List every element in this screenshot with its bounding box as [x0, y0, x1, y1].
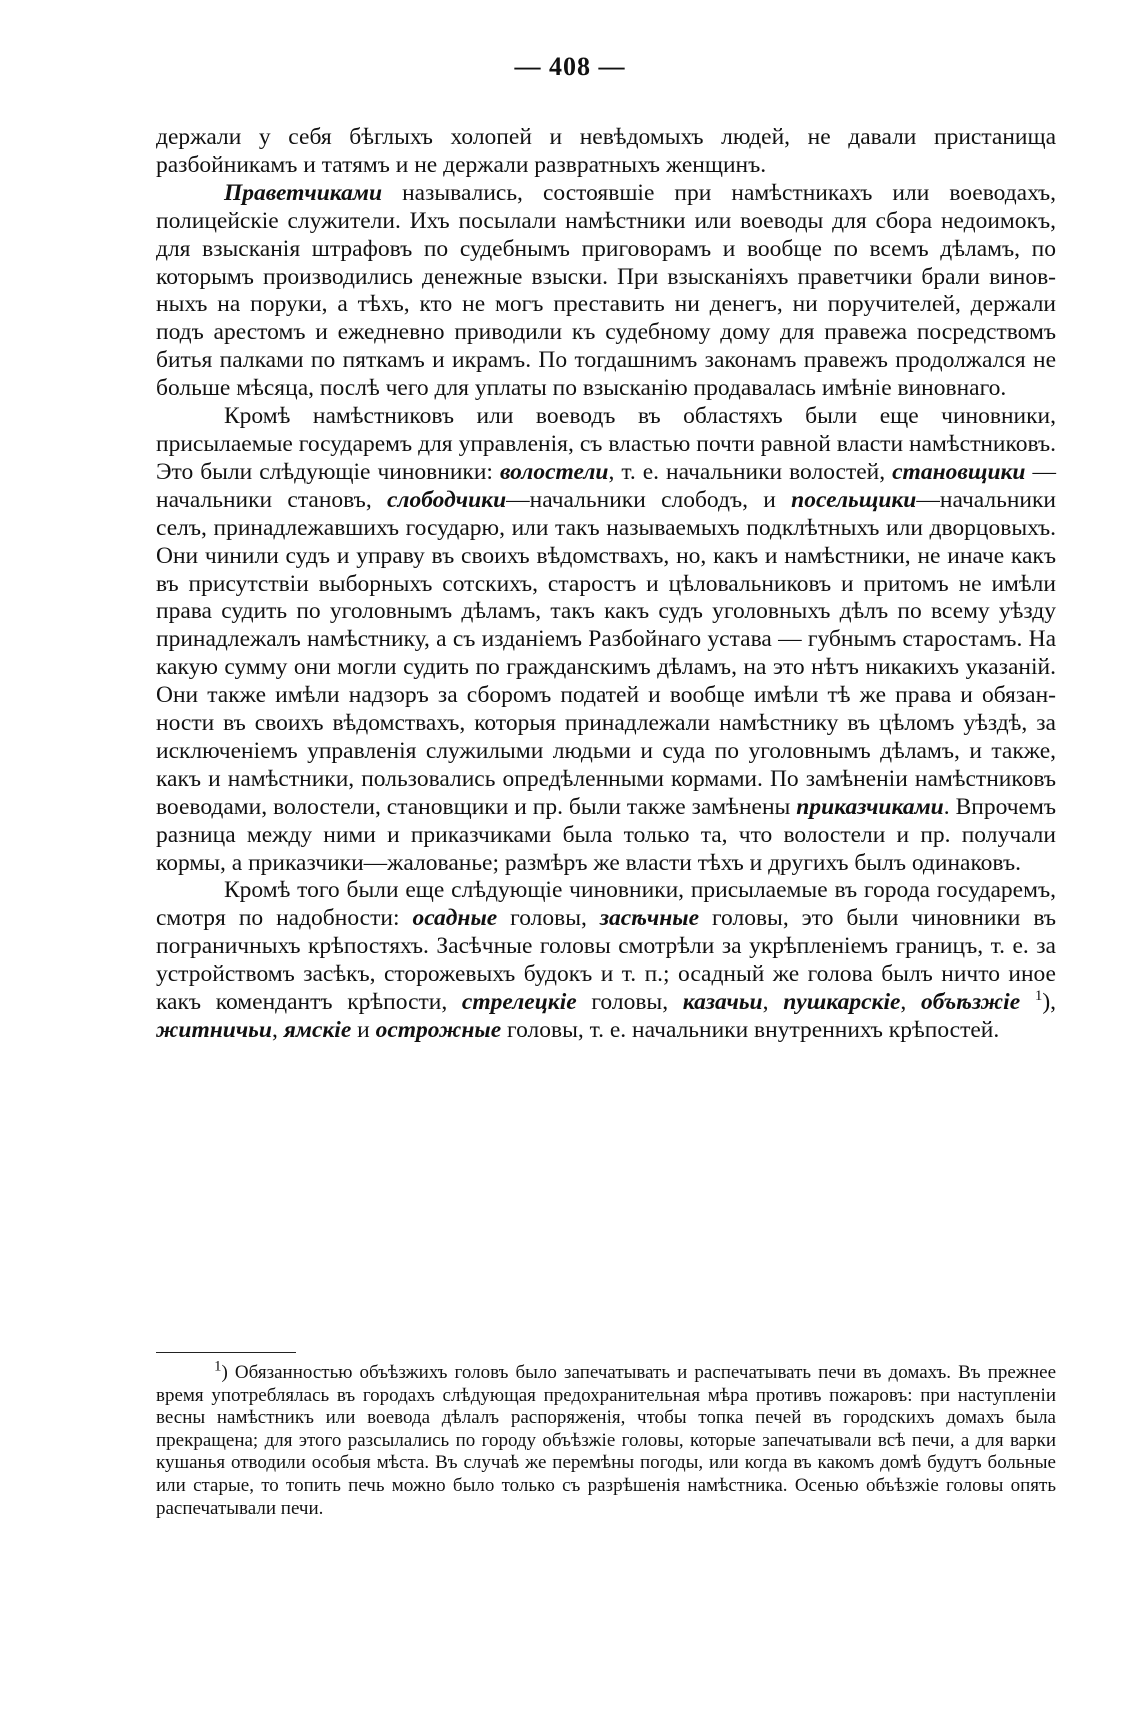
term-zasechnye: засѣчные: [599, 905, 700, 932]
paragraph-4-text-4: головы,: [576, 989, 683, 1016]
term-zhitnichi: житничьи: [156, 1017, 272, 1043]
term-slobodchiki: слободчики: [387, 486, 507, 513]
footnote-reference[interactable]: 1: [1034, 988, 1043, 1005]
paragraph-2: [156, 180, 1056, 403]
term-pushkarskie: пушкарскіе: [783, 989, 901, 1016]
paragraph-1: держали у себя бѣглыхъ холопей и невѣдомыхъ людей, не давали пристанища разбойникамъ и татямъ и не держали развратныхъ женщинъ.: [156, 124, 1056, 178]
paragraph-4-text-2: головы,: [497, 905, 600, 932]
footnote-mark: 1: [214, 1358, 222, 1375]
paragraph-4-text-10: головы, т. е. начальники внутреннихъ крѣпостей.: [501, 1017, 1000, 1043]
term-streletskie: стрелецкіе: [461, 989, 577, 1016]
paragraph-3-text-2: , т. е. начальники волостей,: [608, 458, 893, 485]
paragraph-3-text-6: . Впрочемъ разница между ними и приказчиками была только та, что волостели и пр. получали кормы, а приказчики—жалованье; размѣръ же власти тѣхъ и другихъ былъ одинаковъ.: [156, 793, 1056, 876]
footnote-divider: [156, 1352, 296, 1353]
paragraph-2-text: назывались, состоявшіе при намѣстникахъ или воеводахъ, полицейскіе служители. Ихъ посылали намѣстники или воеводы для сбора недоимокъ, для взысканія штрафовъ по судебнымъ приговорамъ и вообще по всемъ дѣламъ, по которымъ производились денежные взыски. При взысканіяхъ праветчики брали виновныхъ на поруки, а тѣхъ, кто не могъ преставить ни денегъ, ни поручителей, держали подъ арестомъ и ежедневно приводили къ судебному дому для правежа посредствомъ битья палками по пяткамъ и икрамъ. По тогдашнимъ законамъ правежъ продолжался не больше мѣсяца, послѣ чего для уплаты по взысканію продавалась имѣніе виновнаго.: [156, 179, 1056, 402]
paragraph-4-text-5: ,: [762, 989, 784, 1016]
term-yamskie: ямскіе: [283, 1017, 352, 1043]
footnote-text: ) Обязанностью объѣзжихъ головъ было запечатывать и распечатывать печи въ домахъ. Въ прежнее время употреблялась въ городахъ слѣдующая предохранительная мѣра противъ пожаровъ: при наступленіи весны намѣстникъ или воевода дѣлалъ распоряженія, чтобы топка печей въ городскихъ домахъ была прекращена; для этого разсылались по городу объѣзжіе головы, которые запечатывали всѣ печи, а для варки кушанья отводили особыя мѣста. Въ случаѣ же перемѣны погоды, или когда въ какомъ домѣ будутъ больные или старые, то топить печь можно было только съ разрѣшенія намѣстника. Осенью объѣзжіе головы опять распечатывали печи.: [156, 1362, 1056, 1519]
term-volosteli: волостели: [499, 458, 609, 485]
page-number: — 408 —: [514, 52, 626, 81]
paragraph-4: [156, 877, 1056, 1044]
paragraph-4-text-7: ),: [1042, 989, 1057, 1016]
paragraph-3-text-1: Кромѣ намѣстниковъ или воеводъ въ областяхъ были еще чиновники, присылаемые государемъ для управленія, съ властью почти равной власти намѣстниковъ. Это были слѣдующіе чиновники:: [156, 403, 1056, 485]
paragraph-4-text-6: ,: [900, 989, 921, 1016]
term-osadnye: осадные: [412, 905, 498, 932]
footnote: [156, 1358, 1056, 1520]
term-poselshchiki: посельщики: [791, 486, 917, 513]
paragraph-4-text-8: ,: [272, 1017, 284, 1043]
paragraph-4-text-1: Кромѣ того были еще слѣдующіе чиновники, присылаемые въ города государемъ, смотря по надобности:: [156, 877, 1056, 932]
paragraph-3-text-3: — начальники становъ,: [156, 458, 1057, 513]
paragraph-4-text-9: и: [351, 1017, 376, 1043]
term-obezzhie: объѣзжіе: [921, 989, 1021, 1016]
term-ostrozhnye: острожные: [375, 1017, 502, 1043]
paragraph-3-text-5: —начальники селъ, принадлежавшихъ государю, или такъ называемыхъ подклѣтныхъ или дворцовыхъ. Они чинили судъ и управу въ своихъ вѣдомствахъ, но, какъ и намѣстники, не иначе какъ въ присутствіи выборныхъ сотскихъ, старостъ и цѣловальниковъ и притомъ не имѣли права судить по уголовнымъ дѣламъ, такъ какъ судъ уголовныхъ дѣлъ по всему уѣзду принадлежалъ намѣстнику, а съ изданіемъ Разбойнаго устава — губнымъ старостамъ. На какую сумму они могли судить по гражданскимъ дѣламъ, на это нѣтъ никакихъ указаній. Они также имѣли надзоръ за сборомъ податей и вообще имѣли тѣ же права и обязанности въ своихъ вѣдомствахъ, которыя принадлежали намѣстнику въ цѣломъ уѣздѣ, за исключеніемъ управленія служилыми людьми и суда по уголовнымъ дѣламъ, и также, какъ и намѣстники, пользовались опредѣленными кормами. По замѣненіи намѣстниковъ воеводами, волостели, становщики и пр. были также замѣнены: [156, 486, 1056, 820]
term-prikazchiki: приказчиками: [796, 793, 944, 820]
term-kazachi: казачьи: [682, 989, 763, 1016]
term-pravetchiki: Праветчиками: [224, 179, 383, 206]
term-stanovshchiki: становщики: [892, 458, 1026, 485]
paragraph-3: [156, 403, 1056, 877]
main-text: [156, 124, 1056, 1045]
paragraph-3-text-4: —начальники слободъ, и: [506, 486, 792, 513]
paragraph-4-text-3: головы, это были чиновники въ пограничныхъ крѣпостяхъ. Засѣчные головы смотрѣли за укрѣпленіемъ границъ, т. е. за устройствомъ засѣкъ, сторожевыхъ будокъ и т. п.; осадный же голова былъ ничто иное какъ комендантъ крѣпости,: [156, 905, 1057, 1016]
